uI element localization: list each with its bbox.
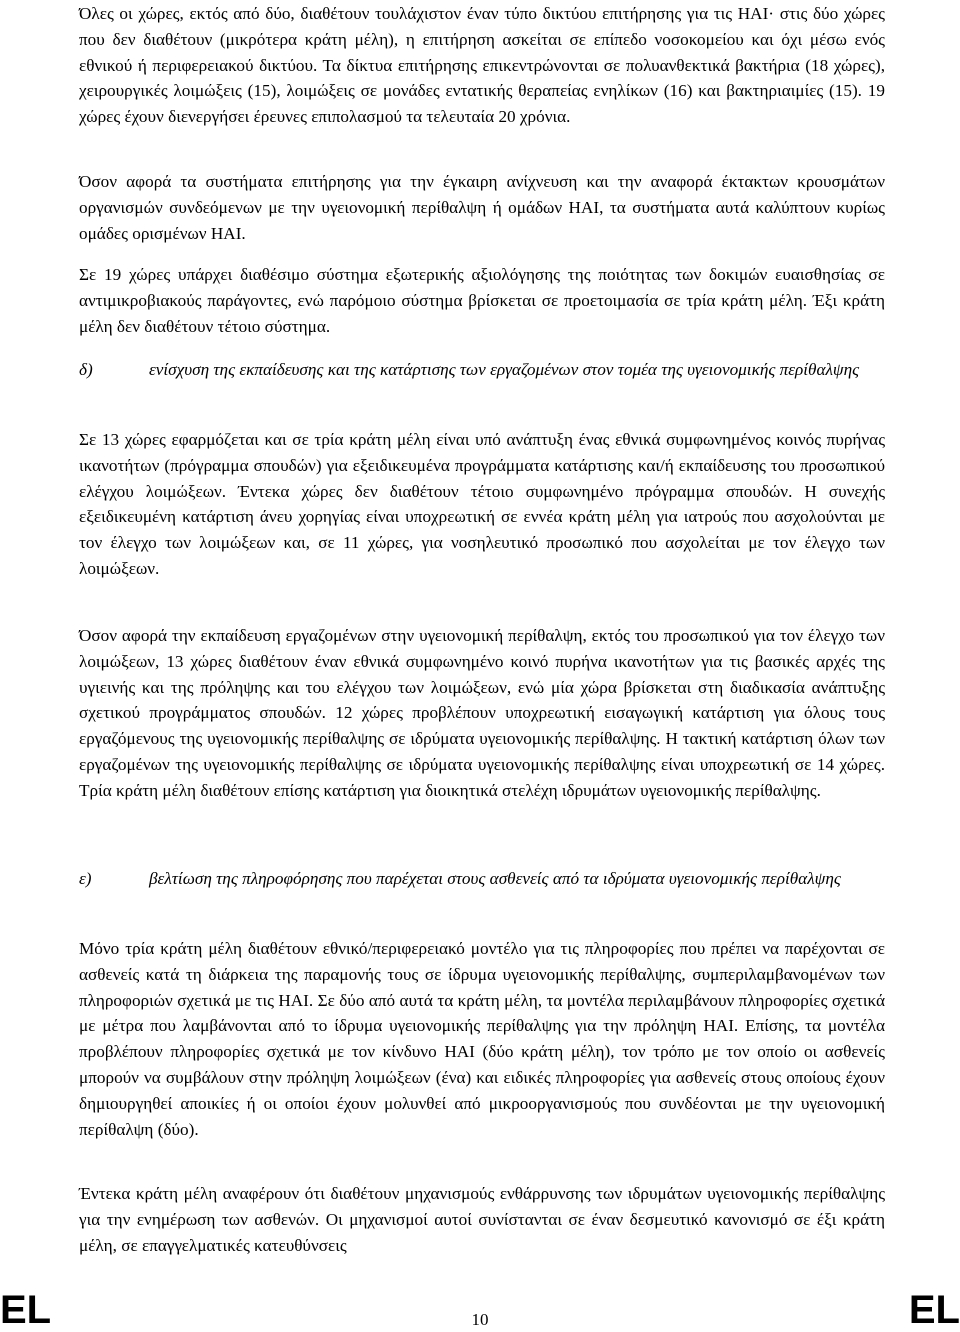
section-heading-d: [79, 357, 885, 409]
paragraph-infection-control-training: Σε 13 χώρες εφαρμόζεται και σε τρία κράτη μέλη είναι υπό ανάπτυξη ένας εθνικά συμφωνημένος κοινός πυρήνας ικανοτήτων (πρόγραμμα σπουδών) για εξειδικευμένα προγράμματα κατάρτισης και/ή εκπαίδευσης του προσωπικού ελέγχου λοιμώξεων. Έντεκα χώρες δεν διαθέτουν τέτοιο συμφωνημένο πρόγραμμα σπουδών. Η συνεχής εξειδικευμένη κατάρτιση άνευ χορηγίας είναι υποχρεωτική σε εννέα κράτη μέλη για ιατρούς που ασχολούνται με τον έλεγχο των λοιμώξεων και, σε 11 χώρες, για νοσηλευτικό προσωπικό που ασχολείται με τον έλεγχο των λοιμώξεων.: [79, 430, 885, 578]
section-letter-e: ε): [79, 869, 92, 888]
section-letter-d: δ): [79, 360, 93, 379]
section-title-e: βελτίωση της πληροφόρησης που παρέχεται στους ασθενείς από τα ιδρύματα υγειονομικής περίθαλψης: [149, 869, 841, 888]
paragraph-surveillance-networks: Όλες οι χώρες, εκτός από δύο, διαθέτουν τουλάχιστον έναν τύπο δικτύου επιτήρησης για τις HAI· στις δύο χώρες που δεν διαθέτουν (μικρότερα κράτη μέλη), η επιτήρηση ασκείται σε επίπεδο νοσοκομείου και όχι μέσω ενός εθνικού ή περιφερειακού δικτύου. Τα δίκτυα επιτήρησης επικεντρώνονται σε πολυανθεκτικά βακτήρια (18 χώρες), χειρουργικές λοιμώξεις (15), λοιμώξεις σε μονάδες εντατικής θεραπείας ενηλίκων (16) και βακτηριαιμίες (15). 19 χώρες έχουν διενεργήσει έρευνες επιπολασμού τα τελευταία 20 χρόνια.: [79, 4, 885, 127]
section-heading-e: [79, 866, 885, 918]
paragraph-patient-information-models: Μόνο τρία κράτη μέλη διαθέτουν εθνικό/περιφερειακό μοντέλο για τις πληροφορίες που πρέπει να παρέχονται σε ασθενείς κατά τη διάρκεια της παραμονής τους σε ίδρυμα υγειονομικής περίθαλψης, συμπεριλαμβανομένων των πληροφοριών σχετικά με τις HAI. Σε δύο από αυτά τα κράτη μέλη, τα μοντέλα περιλαμβάνουν πληροφορίες σχετικά με μέτρα που λαμβάνονται από το ίδρυμα υγειονομικής περίθαλψης για την πρόληψη HAI. Επίσης, τα μοντέλα προβλέπουν πληροφορίες σχετικά με τον κίνδυνο HAI (δύο κράτη μέλη), τον τρόπο με τον οποίο οι ασθενείς μπορούν να συμβάλουν στην πρόληψη λοιμώξεων (ένα) και ειδικές πληροφορίες για ασθενείς στους οποίους έχουν δημιουργηθεί αποικίες ή οι οποίοι έχουν μολυνθεί από μικροοργανισμούς που συνδέονται με την υγειονομική περίθαλψη (δύο).: [79, 939, 885, 1139]
language-code-left: EL: [0, 1288, 52, 1332]
language-code-right: EL: [908, 1288, 960, 1332]
page-number: 10: [471, 1310, 489, 1329]
paragraph-outbreak-detection: Όσον αφορά τα συστήματα επιτήρησης για την έγκαιρη ανίχνευση και την αναφορά έκτακτων κρουσμάτων οργανισμών συνδεόμενων με την υγειονομική περίθαλψη ή ομάδων HAI, τα συστήματα αυτά καλύπτουν κυρίως ομάδες ορισμένων HAI.: [79, 172, 885, 243]
paragraph-patient-information-mechanisms: Έντεκα κράτη μέλη αναφέρουν ότι διαθέτουν μηχανισμούς ενθάρρυνσης των ιδρυμάτων υγειονομικής περίθαλψης για την ενημέρωση των ασθενών. Οι μηχανισμοί αυτοί συνίστανται σε έναν δεσμευτικό κανονισμό σε έξι κράτη μέλη, σε επαγγελματικές κατευθύνσεις: [79, 1184, 885, 1255]
section-title-d: ενίσχυση της εκπαίδευσης και της κατάρτισης των εργαζομένων στον τομέα της υγειονομικής περίθαλψης: [149, 360, 860, 379]
paragraph-quality-assessment: Σε 19 χώρες υπάρχει διαθέσιμο σύστημα εξωτερικής αξιολόγησης της ποιότητας των δοκιμών ευαισθησίας σε αντιμικροβιακούς παράγοντες, ενώ παρόμοιο σύστημα βρίσκεται σε προετοιμασία σε τρία κράτη μέλη. Έξι κράτη μέλη δεν διαθέτουν τέτοιο σύστημα.: [79, 265, 885, 336]
paragraph-healthcare-worker-education: Όσον αφορά την εκπαίδευση εργαζομένων στην υγειονομική περίθαλψη, εκτός του προσωπικού για τον έλεγχο των λοιμώξεων, 13 χώρες διαθέτουν έναν εθνικά συμφωνημένο κοινό πυρήνα ικανοτήτων για τις βασικές αρχές της υγιεινής και της πρόληψης και του ελέγχου των λοιμώξεων, ενώ μία χώρα βρίσκεται στη διαδικασία ανάπτυξης σχετικού προγράμματος σπουδών. 12 χώρες προβλέπουν υποχρεωτική εισαγωγική κατάρτιση για όλους τους εργαζόμενους της υγειονομικής περίθαλψης σε ιδρύματα υγειονομικής περίθαλψης. Η τακτική κατάρτιση όλων των εργαζομένων της υγειονομικής περίθαλψης σε ιδρύματα υγειονομικής περίθαλψης είναι υποχρεωτική σε 14 χώρες. Τρία κράτη μέλη διαθέτουν επίσης κατάρτιση για διοικητικά στελέχη ιδρυμάτων υγειονομικής περίθαλψης.: [79, 626, 885, 800]
